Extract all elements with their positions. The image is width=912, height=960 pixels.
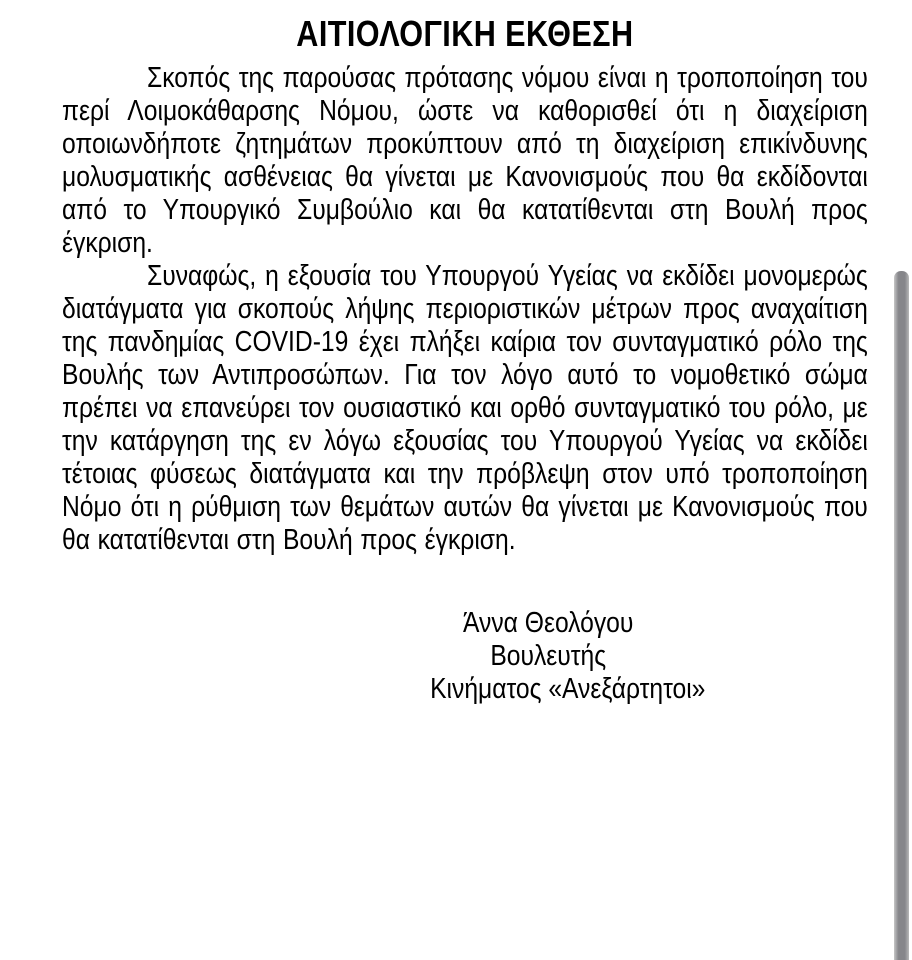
body-paragraph-2: Συναφώς, η εξουσία του Υπουργού Υγείας να εκδίδει μονομερώς διατάγματα για σκοπούς λήψης περιοριστικών μέτρων προς αναχαίτιση της πανδημίας COVID-19 έχει πλήξει καίρια τον συνταγματικό ρόλο της Βουλής των Αντιπροσώπων. Για τον λόγο αυτό το νομοθετικό σώμα πρέπει να επανεύρει τον ουσιαστικό και ορθό συνταγματικό του ρόλο, με την κατάργηση της εν λόγω εξουσίας του Υπουργού Υγείας να εκδίδει τέτοιας φύσεως διατάγματα και την πρόβλεψη στον υπό τροποποίηση Νόμο ότι η ρύθμιση των θεμάτων αυτών θα γίνεται με Κανονισμούς που θα κατατίθενται στη Βουλή προς έγκριση. <box>62 260 868 556</box>
document-title: ΑΙΤΙΟΛΟΓΙΚΗ ΕΚΘΕΣΗ <box>296 13 634 54</box>
signature-role: Βουλευτής <box>490 640 607 672</box>
document-content <box>62 14 868 706</box>
vertical-scrollbar-thumb[interactable] <box>894 271 909 960</box>
body-paragraph-1: Σκοπός της παρούσας πρότασης νόμου είναι η τροποποίηση του περί Λοιμοκάθαρσης Νόμου, ώστε να καθορισθεί ότι η διαχείριση οποιωνδήποτε ζητημάτων προκύπτουν από τη διαχείριση επικίνδυνης μολυσματικής ασθένειας θα γίνεται με Κανονισμούς που θα εκδίδονται από το Υπουργικό Συμβούλιο και θα κατατίθενται στη Βουλή προς έγκριση. <box>62 62 868 259</box>
signature-name: Άννα Θεολόγου <box>463 607 634 639</box>
signature-block <box>378 607 718 706</box>
signature-party: Κινήματος «Ανεξάρτητοι» <box>430 673 706 705</box>
